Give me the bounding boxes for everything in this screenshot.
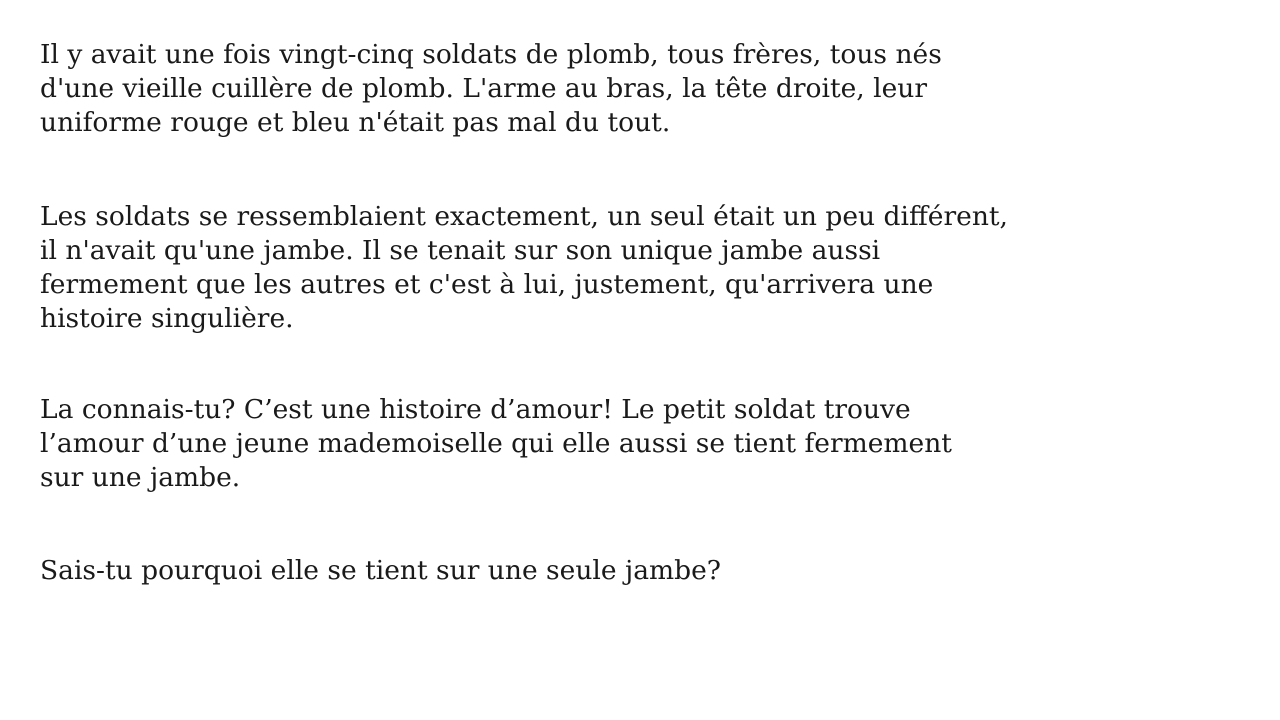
text-line: histoire singulière. [40,303,294,334]
text-line: fermement que les autres et c'est à lui, justement, qu'arrivera une [40,269,934,300]
text-line: Les soldats se ressemblaient exactement, un seul était un peu différent, [40,201,1008,232]
text-line: d'une vieille cuillère de plomb. L'arme au bras, la tête droite, leur [40,73,928,104]
text-line: Il y avait une fois vingt-cinq soldats de plomb, tous frères, tous nés [40,39,942,70]
paragraph-2 [40,200,1008,336]
text-line: La connais-tu? C’est une histoire d’amour! Le petit soldat trouve [40,394,911,425]
text-line: sur une jambe. [40,462,241,493]
text-line: Sais-tu pourquoi elle se tient sur une seule jambe? [40,555,721,586]
text-line: l’amour d’une jeune mademoiselle qui elle aussi se tient fermement [40,428,952,459]
text-line: uniforme rouge et bleu n'était pas mal du tout. [40,107,671,138]
paragraph-4 [40,554,721,588]
text-line: il n'avait qu'une jambe. Il se tenait sur son unique jambe aussi [40,235,881,266]
paragraph-1 [40,38,942,140]
paragraph-3 [40,393,952,495]
